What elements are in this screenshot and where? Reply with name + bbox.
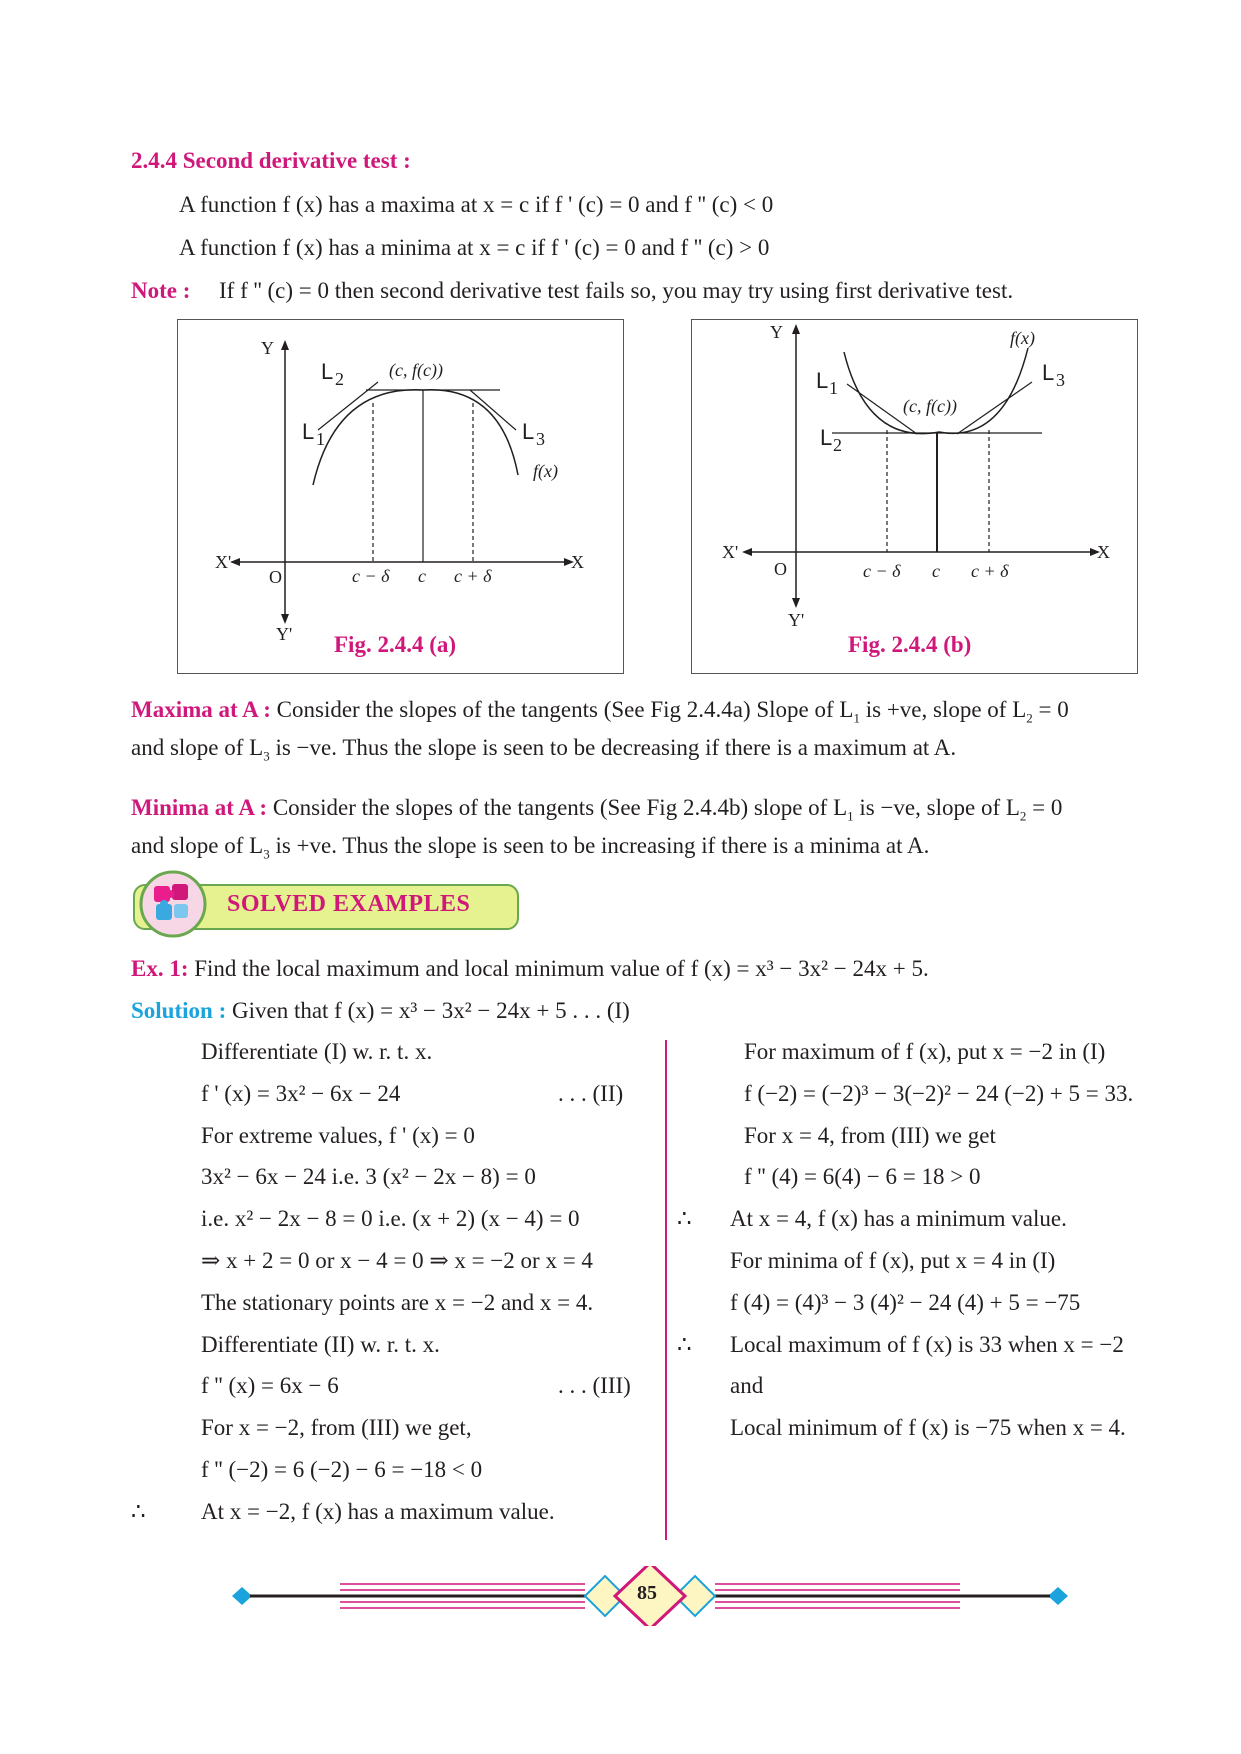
equation-tag: . . . (III) (558, 1373, 631, 1399)
minima-line2-a: and slope of L (131, 833, 264, 858)
maxima-line2-b: is −ve. Thus the slope is seen to be decreasing if there is a maximum at A. (269, 735, 957, 760)
y-arrow-icon (281, 340, 289, 350)
solution-label: Solution : (131, 998, 227, 1023)
left_col-text: i.e. x² − 2x − 8 = 0 i.e. (x + 2) (x − 4) = 0 (201, 1206, 580, 1232)
right_col-line (677, 1037, 1177, 1067)
minima-text-3: = 0 (1026, 795, 1063, 820)
minima-line-1 (131, 793, 1062, 832)
left_col-text: f ' (x) = 3x² − 6x − 24 (201, 1080, 401, 1106)
label-fx: f(x) (533, 461, 558, 481)
label-y2: Y' (276, 624, 293, 644)
label-origin: O (269, 567, 282, 587)
page-number: 85 (637, 1582, 657, 1604)
right_col-line (677, 1288, 1177, 1318)
left_col-line (131, 1330, 641, 1360)
column-divider (665, 1040, 667, 1540)
maxima-text-1: Consider the slopes of the tangents (See Fig 2.4.4a) Slope of L (276, 697, 854, 722)
minima-line2-b: is +ve. Thus the slope is seen to be increasing if there is a minima at A. (269, 833, 930, 858)
label-L1: L (302, 419, 315, 444)
tangent-L1 (318, 382, 378, 430)
label-L1: L (816, 368, 829, 393)
right_col-line (677, 1162, 1177, 1192)
tick-c-plus: c + δ (971, 561, 1009, 581)
equation-tag: . . . (II) (558, 1080, 624, 1106)
tangent-L3 (470, 390, 516, 430)
maxima-sub-2: 2 (1026, 710, 1033, 726)
tick-c: c (418, 566, 426, 586)
left_col-text: 3x² − 6x − 24 i.e. 3 (x² − 2x − 8) = 0 (201, 1164, 536, 1190)
y2-arrow-icon (792, 598, 800, 608)
right_col-line (677, 1330, 1177, 1360)
diamond-right-icon (1048, 1587, 1068, 1605)
maxima-text-2: is +ve, slope of L (859, 697, 1027, 722)
left_col-line (131, 1371, 641, 1401)
right_col-line (677, 1204, 1177, 1234)
right_col-text: Local maximum of f (x) is 33 when x = −2 (730, 1331, 1124, 1357)
label-fx: f(x) (1010, 328, 1035, 348)
right_col-text: Local minimum of f (x) is −75 when x = 4. (730, 1415, 1126, 1441)
left_col-line (131, 1121, 641, 1151)
label-L1-sub: 1 (316, 429, 325, 449)
example-text: Find the local maximum and local minimum value of f (x) = x³ − 3x² − 24x + 5. (194, 956, 929, 981)
right_col-line (677, 1371, 1177, 1401)
tick-c-plus: c + δ (454, 566, 492, 586)
label-y2: Y' (788, 610, 805, 630)
note-label: Note : (131, 278, 191, 303)
example-question (131, 954, 929, 984)
maxima-condition: A function f (x) has a maxima at x = c if f ' (c) = 0 and f '' (c) < 0 (179, 192, 774, 217)
right_col-text: f '' (4) = 6(4) − 6 = 18 > 0 (744, 1164, 981, 1190)
left_col-line (131, 1288, 641, 1318)
minima-condition: A function f (x) has a minima at x = c if f ' (c) = 0 and f '' (c) > 0 (179, 235, 770, 260)
left_col-line (131, 1037, 641, 1067)
left_col-text: At x = −2, f (x) has a maximum value. (201, 1498, 555, 1524)
left_col-text: Differentiate (II) w. r. t. x. (201, 1331, 440, 1357)
maxima-sub-1: 1 (853, 710, 860, 726)
minima-sub-3: 3 (263, 846, 270, 862)
label-L3: L (1042, 360, 1055, 385)
figure-a-graph (178, 320, 623, 673)
right_col-text: f (−2) = (−2)³ − 3(−2)² − 24 (−2) + 5 = 33. (744, 1080, 1134, 1106)
caption-a: Fig. 2.4.4 (a) (334, 632, 457, 657)
left_col-line (131, 1204, 641, 1234)
minima-sub-1: 1 (847, 808, 854, 824)
minima-sub-2: 2 (1019, 808, 1027, 824)
left_col-text: ⇒ x + 2 = 0 or x − 4 = 0 ⇒ x = −2 or x = 4 (201, 1248, 593, 1273)
right_col-line (677, 1079, 1177, 1109)
label-point: (c, f(c)) (389, 360, 443, 380)
caption-b: Fig. 2.4.4 (b) (848, 632, 972, 657)
maxima-line-1 (131, 695, 1069, 734)
solution-text: Given that f (x) = x³ − 3x² − 24x + 5 . . . (I) (231, 998, 630, 1023)
right_col-text: For maximum of f (x), put x = −2 in (I) (744, 1039, 1106, 1064)
label-origin: O (774, 559, 787, 579)
label-x: X (1097, 542, 1110, 562)
tangent-L3 (957, 382, 1032, 434)
label-point: (c, f(c)) (903, 396, 957, 416)
minima-label: Minima at A : (131, 795, 268, 820)
figure-b-graph (692, 320, 1137, 673)
left_col-line (131, 1246, 641, 1276)
solution-line (131, 996, 630, 1026)
label-L2-sub: 2 (335, 369, 344, 389)
maxima-text-3: = 0 (1032, 697, 1069, 722)
minima-line-2 (131, 831, 929, 870)
y2-arrow-icon (281, 614, 289, 624)
left_col-line (131, 1162, 641, 1192)
left_col-text: For x = −2, from (III) we get, (201, 1415, 472, 1441)
left_col-line (131, 1455, 641, 1485)
left_col-text: Differentiate (I) w. r. t. x. (201, 1039, 433, 1064)
therefore-symbol: ∴ (677, 1331, 692, 1357)
curve-fx (313, 390, 518, 485)
label-x: X (571, 552, 584, 572)
left_col-text: The stationary points are x = −2 and x = 4. (201, 1289, 594, 1315)
tick-c-minus: c − δ (863, 561, 901, 581)
maxima-label: Maxima at A : (131, 697, 271, 722)
right_col-text: f (4) = (4)³ − 3 (4)² − 24 (4) + 5 = −75 (730, 1289, 1081, 1315)
therefore-symbol: ∴ (131, 1498, 146, 1524)
section-heading: 2.4.4 Second derivative test : (131, 148, 411, 173)
minima-text-2: is −ve, slope of L (853, 795, 1020, 820)
tick-c-minus: c − δ (352, 566, 390, 586)
left_col-line (131, 1079, 641, 1109)
x2-arrow-icon (230, 558, 240, 566)
curve-fx (844, 348, 1028, 434)
label-L2-sub: 2 (833, 435, 842, 455)
label-L3: L (522, 419, 535, 444)
label-L2: L (321, 359, 334, 384)
maxima-line-2 (131, 733, 956, 772)
diamond-left-icon (232, 1587, 252, 1605)
label-L1-sub: 1 (829, 378, 838, 398)
right_col-line (677, 1121, 1177, 1151)
right_col-text: and (730, 1373, 764, 1399)
example-label: Ex. 1: (131, 956, 189, 981)
maxima-sub-3: 3 (263, 748, 270, 764)
label-L2: L (820, 425, 833, 450)
right_col-line (677, 1246, 1177, 1276)
label-L3-sub: 3 (1056, 370, 1065, 390)
label-y: Y (770, 322, 783, 342)
note-text: If f '' (c) = 0 then second derivative test fails so, you may try using first derivative test. (219, 278, 1014, 303)
figure-b (691, 319, 1138, 674)
left_col-text: f '' (−2) = 6 (−2) − 6 = −18 < 0 (201, 1457, 483, 1482)
label-L3-sub: 3 (536, 429, 545, 449)
right_col-line (677, 1413, 1177, 1443)
y-arrow-icon (792, 324, 800, 334)
left_col-line (131, 1497, 641, 1527)
right_col-text: For minima of f (x), put x = 4 in (I) (730, 1248, 1056, 1273)
right_col-text: For x = 4, from (III) we get (744, 1122, 996, 1148)
maxima-line2-a: and slope of L (131, 735, 264, 760)
x2-arrow-icon (742, 548, 752, 556)
banner-label: SOLVED EXAMPLES (227, 891, 471, 917)
label-y: Y (261, 338, 274, 358)
left_col-line (131, 1413, 641, 1443)
label-x2: X' (215, 552, 232, 572)
label-x2: X' (722, 542, 739, 562)
puzzle-icon (138, 868, 208, 940)
figure-a (177, 319, 624, 674)
left_col-text: f '' (x) = 6x − 6 (201, 1373, 339, 1399)
right_col-text: At x = 4, f (x) has a minimum value. (730, 1206, 1067, 1232)
left_col-text: For extreme values, f ' (x) = 0 (201, 1122, 475, 1148)
tick-c: c (932, 561, 940, 581)
therefore-symbol: ∴ (677, 1206, 692, 1232)
minima-text-1: Consider the slopes of the tangents (See Fig 2.4.4b) slope of L (272, 795, 848, 820)
